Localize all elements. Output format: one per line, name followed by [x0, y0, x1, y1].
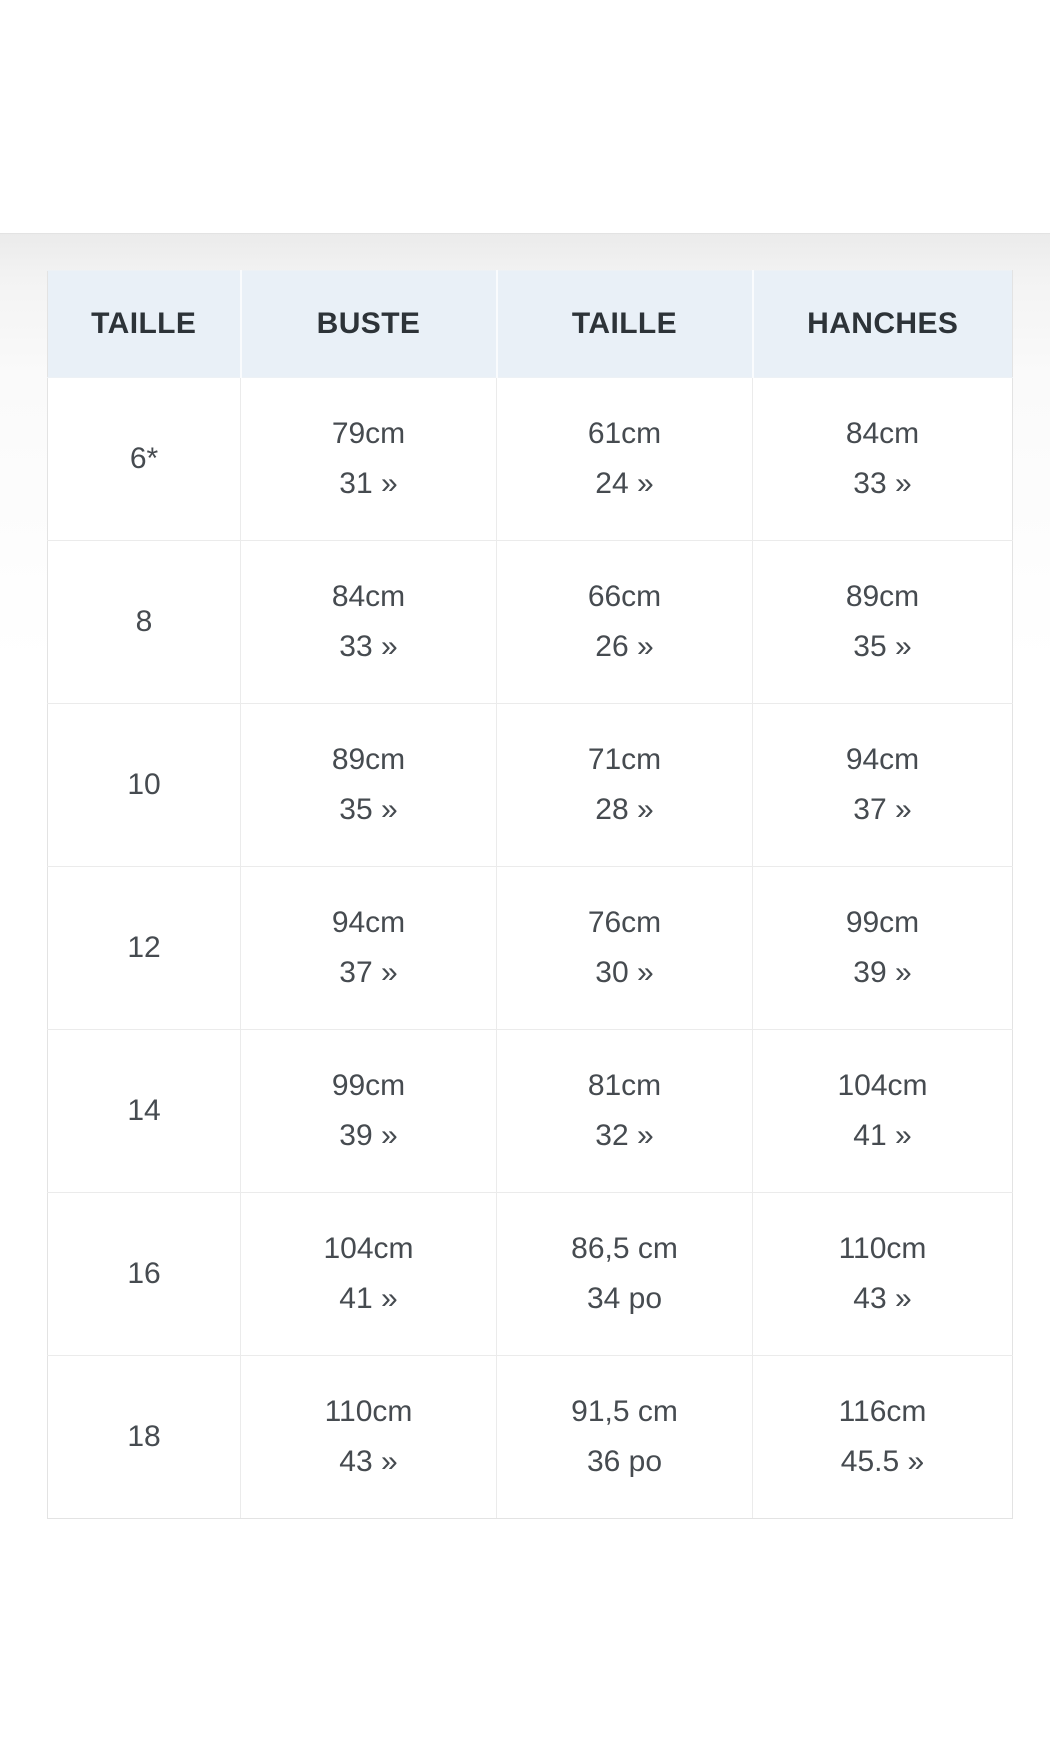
- waist-cell: [497, 378, 753, 541]
- table-row: [48, 1356, 1013, 1519]
- hips-cell: [753, 1356, 1013, 1519]
- bust-cm: 94cm: [331, 906, 406, 939]
- waist-inches: 34 po: [586, 1282, 663, 1315]
- hips-cm: 110cm: [838, 1232, 927, 1265]
- waist-cell: [497, 1356, 753, 1519]
- hips-inches: 43 »: [853, 1282, 912, 1315]
- waist-cell: [497, 1193, 753, 1356]
- bust-inches: 43 »: [339, 1445, 398, 1478]
- size-cell: [48, 541, 241, 704]
- size-value: 12: [127, 931, 161, 964]
- bust-cm: 79cm: [331, 417, 406, 450]
- waist-inches: 24 »: [595, 467, 654, 500]
- size-cell: [48, 867, 241, 1030]
- bust-inches: 35 »: [339, 793, 398, 826]
- bust-cm: 99cm: [331, 1069, 406, 1102]
- size-value: 14: [127, 1094, 161, 1127]
- bust-cell: [241, 541, 497, 704]
- bust-inches: 31 »: [339, 467, 398, 500]
- bust-cell: [241, 378, 497, 541]
- bust-inches: 33 »: [339, 630, 398, 663]
- size-value: 18: [127, 1420, 161, 1453]
- bust-inches: 39 »: [339, 1119, 398, 1152]
- waist-cm: 61cm: [587, 417, 662, 450]
- waist-cm: 91,5 cm: [571, 1395, 678, 1428]
- table-row: [48, 1030, 1013, 1193]
- bust-inches: 37 »: [339, 956, 398, 989]
- waist-cm: 71cm: [587, 743, 662, 776]
- hips-cell: [753, 541, 1013, 704]
- size-value: 10: [127, 768, 161, 801]
- bust-inches: 41 »: [339, 1282, 398, 1315]
- waist-cm: 76cm: [587, 906, 662, 939]
- size-chart-table: [47, 270, 1013, 1519]
- waist-inches: 30 »: [595, 956, 654, 989]
- bust-cell: [241, 867, 497, 1030]
- bust-cm: 84cm: [331, 580, 406, 613]
- waist-cell: [497, 867, 753, 1030]
- hips-cm: 99cm: [845, 906, 920, 939]
- size-cell: [48, 1356, 241, 1519]
- hips-cell: [753, 867, 1013, 1030]
- size-value: 6*: [129, 442, 159, 475]
- hips-cell: [753, 1030, 1013, 1193]
- header-cell-bust: BUSTE: [241, 271, 497, 378]
- header-cell-size: TAILLE: [48, 271, 241, 378]
- hips-inches: 39 »: [853, 956, 912, 989]
- hips-inches: 41 »: [853, 1119, 912, 1152]
- table-body: [48, 378, 1013, 1519]
- hips-cell: [753, 1193, 1013, 1356]
- bust-cell: [241, 1030, 497, 1193]
- bust-cell: [241, 704, 497, 867]
- table-row: [48, 867, 1013, 1030]
- size-value: 16: [127, 1257, 161, 1290]
- table-header: [48, 271, 1013, 378]
- waist-inches: 26 »: [595, 630, 654, 663]
- waist-inches: 28 »: [595, 793, 654, 826]
- table-row: [48, 541, 1013, 704]
- table-row: [48, 704, 1013, 867]
- bust-cell: [241, 1356, 497, 1519]
- size-value: 8: [135, 605, 153, 638]
- header-cell-waist: TAILLE: [497, 271, 753, 378]
- waist-cm: 81cm: [587, 1069, 662, 1102]
- bust-cell: [241, 1193, 497, 1356]
- hips-inches: 37 »: [853, 793, 912, 826]
- waist-cell: [497, 704, 753, 867]
- content-section: [0, 233, 1050, 1755]
- hips-inches: 35 »: [853, 630, 912, 663]
- bust-cm: 89cm: [331, 743, 406, 776]
- header-cell-hips: HANCHES: [753, 271, 1013, 378]
- header-row: [48, 271, 1013, 378]
- size-cell: [48, 704, 241, 867]
- hips-cell: [753, 704, 1013, 867]
- table-row: [48, 1193, 1013, 1356]
- hips-cm: 89cm: [845, 580, 920, 613]
- hips-cm: 116cm: [838, 1395, 927, 1428]
- waist-cm: 86,5 cm: [571, 1232, 678, 1265]
- size-cell: [48, 378, 241, 541]
- table-row: [48, 378, 1013, 541]
- hips-cell: [753, 378, 1013, 541]
- hips-cm: 94cm: [845, 743, 920, 776]
- size-cell: [48, 1193, 241, 1356]
- waist-cell: [497, 541, 753, 704]
- waist-cm: 66cm: [587, 580, 662, 613]
- hips-cm: 104cm: [837, 1069, 928, 1102]
- waist-inches: 36 po: [586, 1445, 663, 1478]
- bust-cm: 104cm: [323, 1232, 414, 1265]
- top-spacer: [0, 0, 1050, 233]
- hips-cm: 84cm: [845, 417, 920, 450]
- hips-inches: 45.5 »: [840, 1445, 925, 1478]
- hips-inches: 33 »: [853, 467, 912, 500]
- size-cell: [48, 1030, 241, 1193]
- bust-cm: 110cm: [324, 1395, 413, 1428]
- waist-cell: [497, 1030, 753, 1193]
- waist-inches: 32 »: [595, 1119, 654, 1152]
